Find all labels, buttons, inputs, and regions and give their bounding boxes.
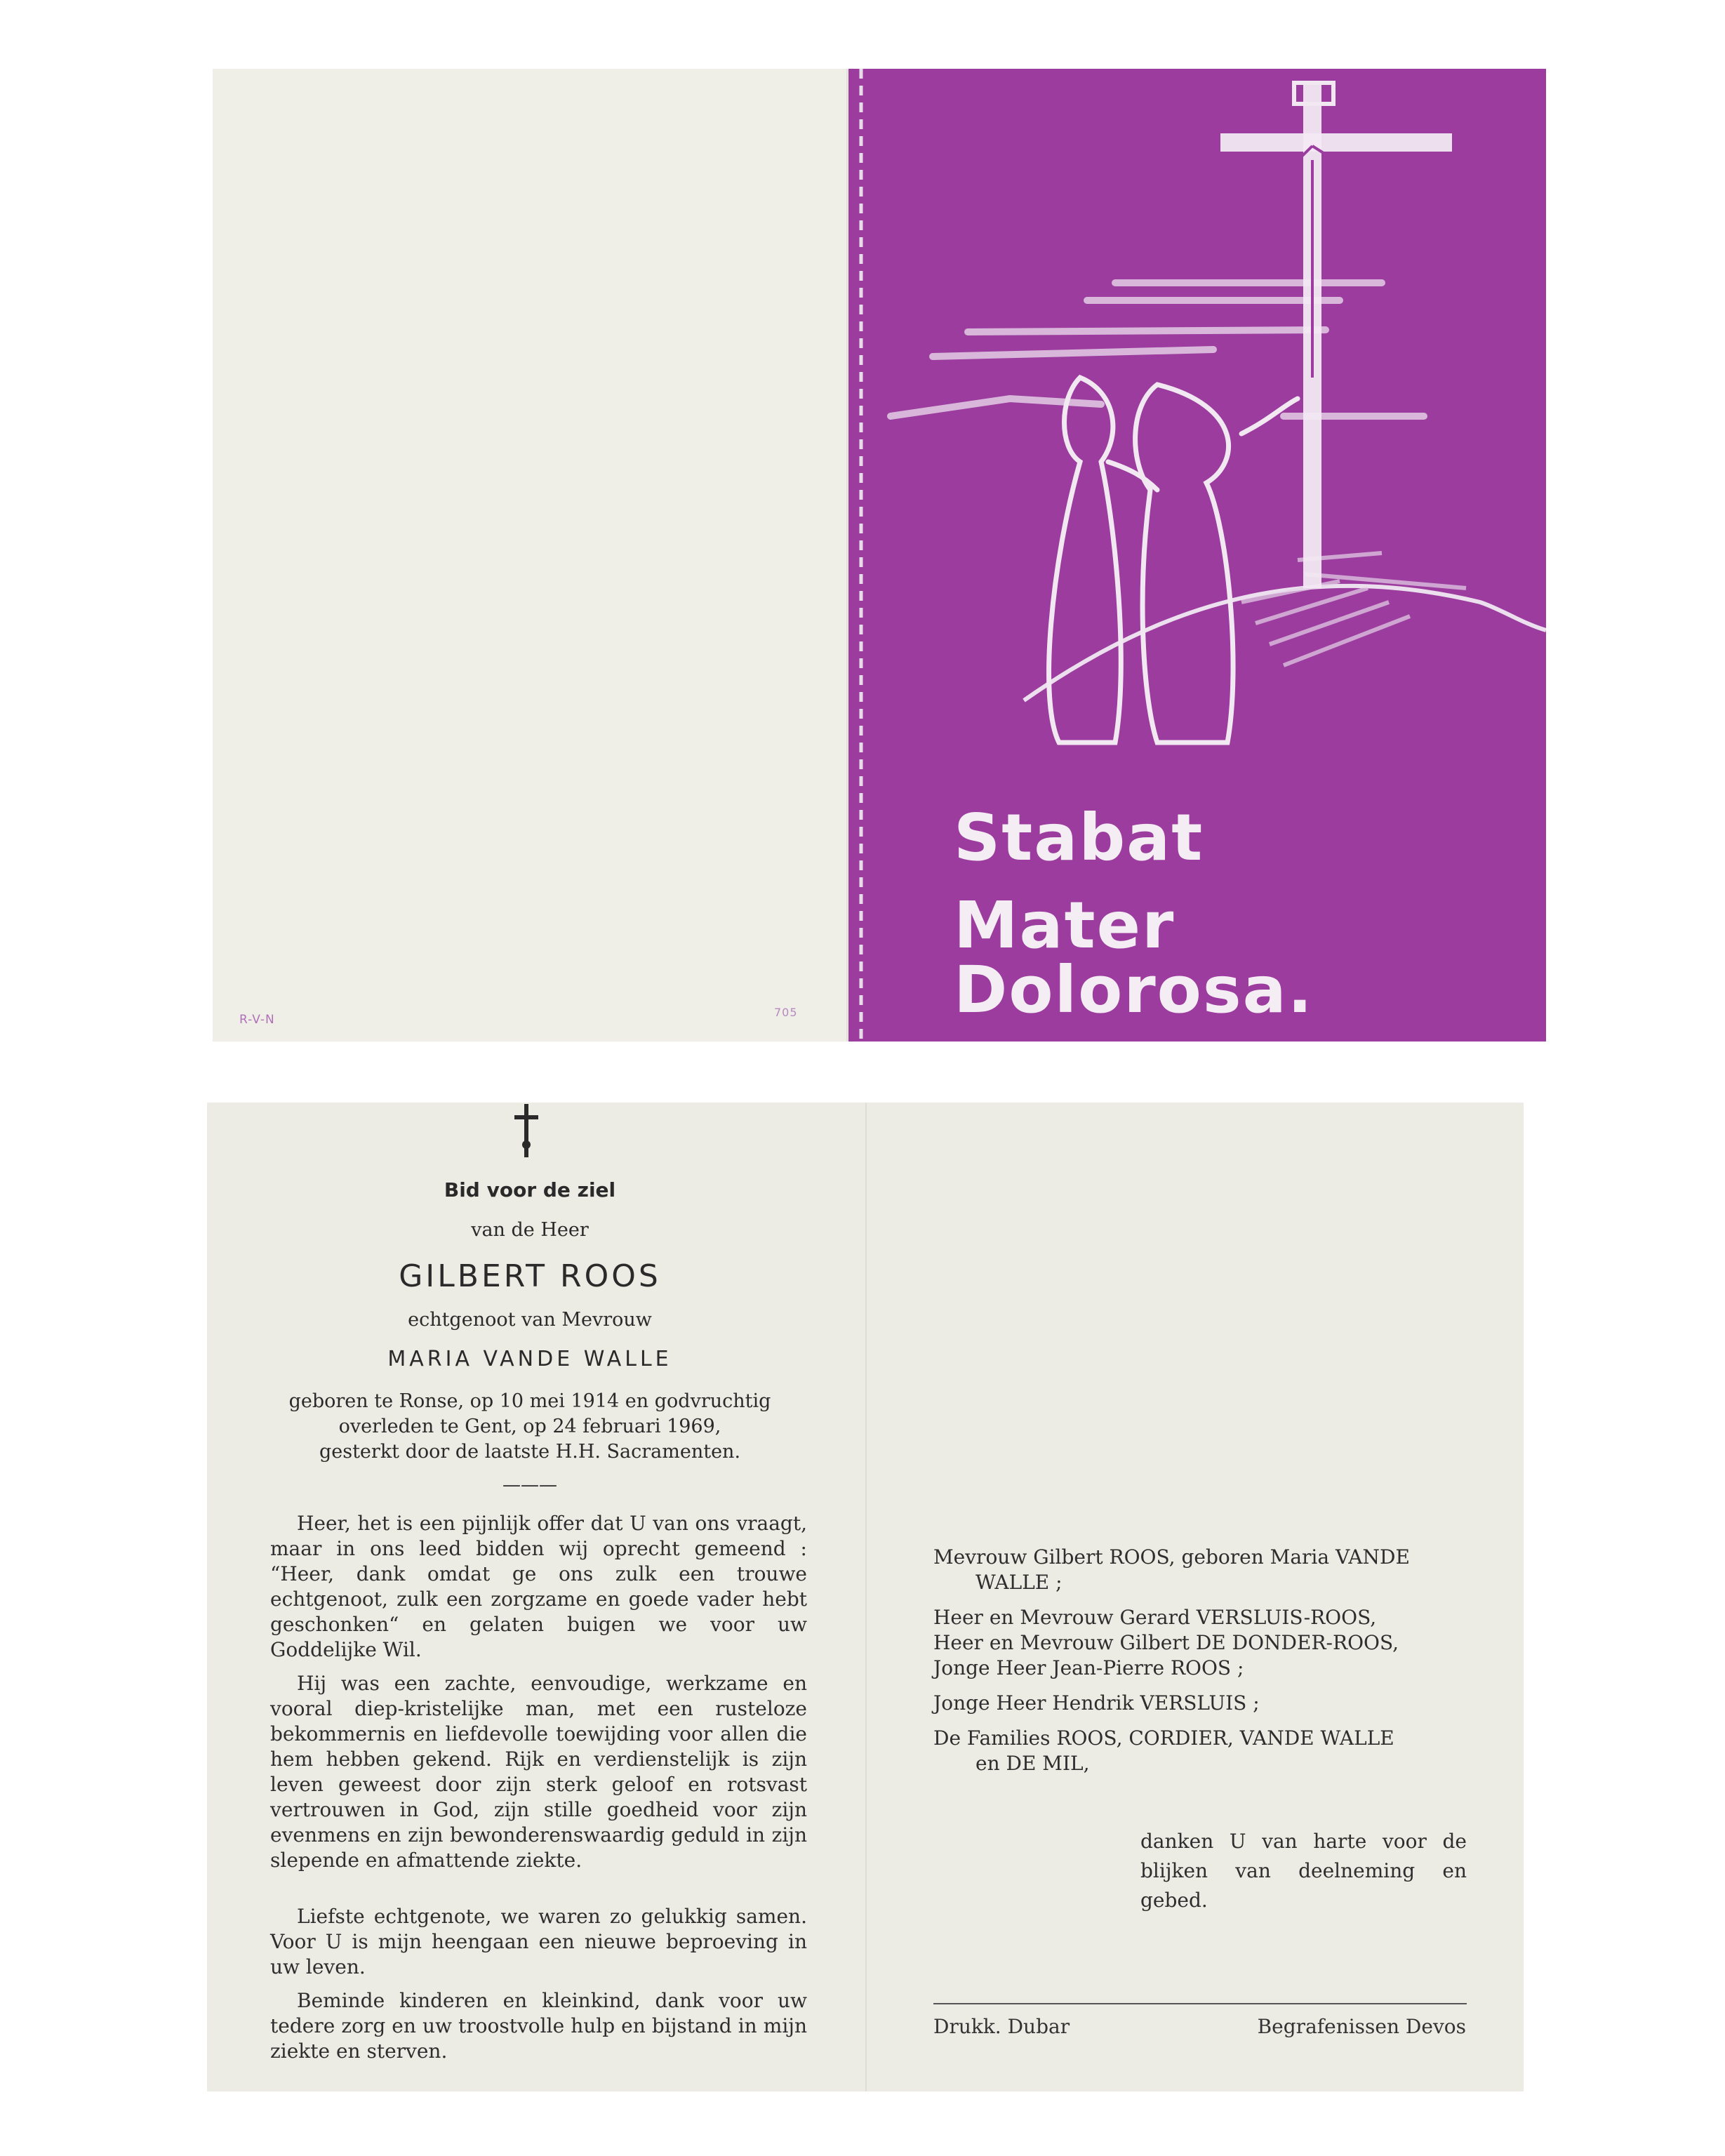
paragraph: Heer, het is een pijnlijk offer dat U van ons vraagt, maar in ons leed bidden wij oprecht gemeend : “Heer, dank omdat ge ons zulk een trouwe echtgenoot, zulk een zorgzame en goede vader hebt geschonken“ en gelaten buigen we voor uw Goddelijke Wil. [270, 1512, 807, 1661]
family-entry: Heer en Mevrouw Gilbert DE DONDER-ROOS, [933, 1631, 1399, 1654]
card-inner-side [207, 1103, 1524, 2091]
life-dates-line: overleden te Gent, op 24 februari 1969, [338, 1416, 721, 1437]
family-entry-cont: en DE MIL, [975, 1752, 1090, 1775]
family-entry-cont: WALLE ; [975, 1571, 1063, 1594]
imprint-number: 705 [774, 1006, 798, 1019]
paragraph: Beminde kinderen en kleinkind, dank voor uw tedere zorg en uw troostvolle hulp en bijstand in mijn ziekte en sterven. [270, 1989, 807, 2063]
spouse-intro: echtgenoot van Mevrouw [408, 1309, 652, 1331]
life-dates-line: geboren te Ronse, op 10 mei 1914 en godvruchtig [288, 1390, 771, 1412]
fold-line [846, 69, 848, 1042]
life-dates-line: gesterkt door de laatste H.H. Sacramenten. [319, 1441, 741, 1463]
cover-title-line1: Stabat [954, 800, 1204, 875]
life-dates [228, 1389, 832, 1465]
family-list [933, 1545, 1467, 1776]
printer-credit: Drukk. Dubar [933, 2015, 1070, 2038]
spouse-name: MARIA VANDE WALLE [387, 1347, 672, 1371]
paragraph: Liefste echtgenote, we waren zo gelukkig samen. Voor U is mijn heengaan een nieuwe beproeving in uw leven. [270, 1905, 807, 1978]
mourning-figures [1049, 378, 1298, 743]
card-outer-side [213, 69, 1546, 1042]
hill-hatching [1241, 553, 1466, 665]
family-entry: Jonge Heer Hendrik VERSLUIS ; [933, 1691, 1260, 1715]
prayer-subheading: van de Heer [471, 1219, 589, 1241]
cross-icon [1220, 83, 1452, 588]
undertaker-credit: Begrafenissen Devos [1257, 2015, 1466, 2038]
cross-icon [513, 1103, 540, 1159]
family-entry: Mevrouw Gilbert ROOS, geboren Maria VANDE [933, 1545, 1410, 1569]
family-entry: Jonge Heer Jean-Pierre ROOS ; [933, 1656, 1244, 1679]
family-entry: Heer en Mevrouw Gerard VERSLUIS-ROOS, [933, 1606, 1377, 1629]
family-entry: De Families ROOS, CORDIER, VANDE WALLE [933, 1726, 1394, 1750]
cover-title-line2: Mater Dolorosa. [954, 888, 1314, 1027]
separator: ——— [502, 1475, 557, 1496]
cloud-strokes [891, 283, 1424, 416]
prayer-heading: Bid voor de ziel [444, 1178, 616, 1202]
footer-divider [933, 2003, 1467, 2004]
imprint-code: R-V-N [239, 1013, 275, 1027]
deceased-name: GILBERT ROOS [399, 1258, 661, 1294]
fold-line [865, 1103, 867, 2091]
cover-illustration [848, 69, 1546, 1042]
thanks-text: danken U van harte voor de blijken van deelneming en gebed. [1140, 1830, 1467, 1912]
paragraph: Hij was een zachte, eenvoudige, werkzame en vooral diep-kristelijke man, met een rusteloze bekommernis en liefdevolle toewijding voor allen die hem hebben gekend. Rijk en verdienstelijk is zijn leven geweest door zijn sterk geloof en rotsvast vertrouwen in God, zijn stille goedheid voor zijn evenmens en zijn bewonderenswaardig geduld in zijn slepende en afmattende ziekte. [270, 1672, 807, 1872]
hill-outline [1024, 586, 1546, 700]
